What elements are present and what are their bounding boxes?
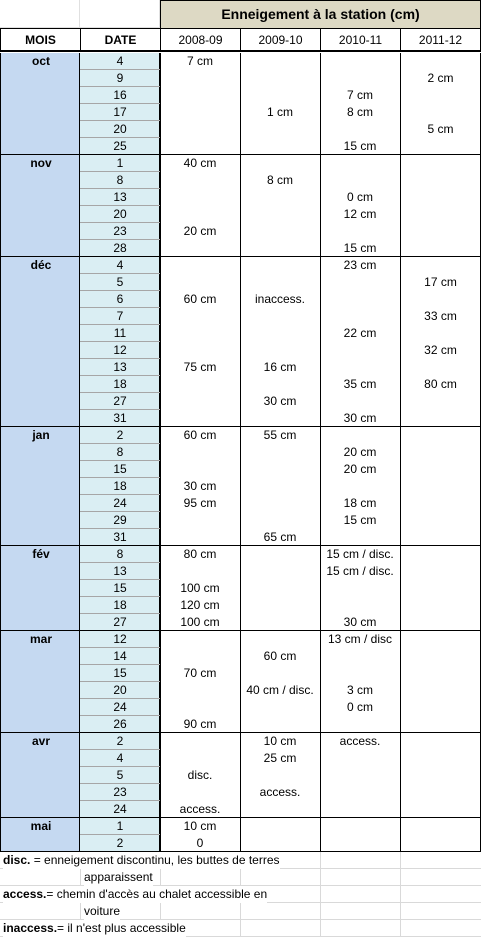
snow-value-cell[interactable] (240, 53, 320, 70)
snow-value-cell[interactable] (400, 155, 481, 172)
table-title[interactable]: Enneigement à la station (cm) (160, 0, 481, 28)
snow-value-cell[interactable] (400, 767, 481, 784)
snow-value-cell[interactable]: 7 cm (186, 54, 213, 68)
snow-value-cell[interactable] (160, 342, 240, 359)
snow-value-cell[interactable]: 90 cm (183, 717, 217, 731)
snow-value-cell[interactable] (320, 427, 400, 444)
header-year[interactable]: 2011-12 (400, 28, 481, 52)
snow-value-cell[interactable] (240, 614, 320, 631)
date-cell[interactable]: 8 (80, 172, 160, 189)
snow-value-cell[interactable] (400, 733, 481, 750)
snow-value-cell[interactable] (400, 359, 481, 376)
header-year[interactable]: 2008-09 (160, 28, 240, 52)
header-mois[interactable]: MOIS (0, 28, 80, 52)
month-label: oct (32, 54, 50, 68)
date-cell[interactable]: 4 (80, 750, 160, 767)
snow-value-cell[interactable] (320, 648, 400, 665)
snow-value-cell[interactable] (320, 70, 400, 87)
date-cell[interactable]: 12 (80, 631, 160, 648)
legend-text-continued: apparaissent (84, 870, 153, 884)
snow-value-cell[interactable] (400, 291, 481, 308)
snow-value-cell[interactable] (320, 172, 400, 189)
month-cell[interactable] (0, 53, 80, 155)
month-label: mar (29, 632, 52, 646)
date-cell[interactable]: 13 (80, 189, 160, 206)
date-cell[interactable]: 2 (80, 733, 160, 750)
snow-value-cell[interactable] (400, 631, 481, 648)
snow-value-cell[interactable] (320, 784, 400, 801)
snow-value-cell[interactable]: 15 cm / disc. (326, 564, 394, 578)
snow-value-cell[interactable] (160, 512, 240, 529)
snow-value-cell[interactable]: 17 cm (424, 275, 457, 289)
snow-value-cell[interactable]: 10 cm (183, 819, 217, 833)
date-cell[interactable]: 8 (80, 444, 160, 461)
snow-value-cell[interactable] (240, 495, 320, 512)
date-cell[interactable]: 20 (80, 121, 160, 138)
snow-value-cell[interactable] (400, 240, 481, 257)
snow-value-cell[interactable] (240, 376, 320, 393)
snow-value-cell[interactable] (400, 784, 481, 801)
snow-value-cell[interactable] (160, 376, 240, 393)
snow-value-cell[interactable] (240, 665, 320, 682)
snow-value-cell[interactable]: 40 cm (183, 156, 217, 170)
snow-value-cell[interactable] (400, 699, 481, 716)
snow-value-cell[interactable]: 12 cm (343, 207, 377, 221)
snow-value-cell[interactable]: 70 cm (183, 666, 217, 680)
snow-value-cell[interactable] (400, 138, 481, 155)
snow-value-cell[interactable] (240, 189, 320, 206)
snow-value-cell[interactable]: 10 cm (263, 734, 297, 748)
snow-value-cell[interactable]: 0 (196, 836, 204, 850)
date-column-group (80, 546, 160, 631)
snow-value-cell[interactable] (320, 308, 400, 325)
snow-value-cell[interactable] (240, 257, 320, 274)
snow-value-cell[interactable] (160, 682, 240, 699)
snow-value-cell[interactable] (160, 70, 240, 87)
snow-value-cell[interactable] (320, 393, 400, 410)
snow-value-cell[interactable]: 16 cm (263, 360, 297, 374)
snow-value-cell[interactable]: 75 cm (183, 360, 217, 374)
snow-value-cell[interactable] (160, 461, 240, 478)
snow-value-cell[interactable] (240, 699, 320, 716)
column-border-line (160, 53, 161, 852)
month-cell[interactable] (0, 155, 80, 257)
date-column-group (80, 733, 160, 818)
snow-value-cell[interactable]: 13 cm / disc (327, 632, 393, 646)
snow-value-cell[interactable]: 1 cm (266, 105, 293, 119)
legend-note[interactable] (3, 886, 267, 903)
snow-value-cell[interactable]: 65 cm (263, 530, 297, 544)
snow-value-cell[interactable] (400, 818, 481, 835)
snow-value-cell[interactable] (160, 104, 240, 121)
month-label: mai (30, 819, 52, 833)
column-border-line (400, 53, 401, 852)
legend-note[interactable] (84, 903, 120, 920)
snow-value-cell[interactable] (400, 563, 481, 580)
snow-value-cell[interactable]: 7 cm (346, 88, 373, 102)
snow-value-cell[interactable] (400, 461, 481, 478)
date-cell[interactable]: 1 (80, 155, 160, 172)
snow-value-cell[interactable] (320, 597, 400, 614)
snow-value-cell[interactable] (240, 138, 320, 155)
snow-value-cell[interactable] (320, 291, 400, 308)
snow-value-cell[interactable]: 15 cm (343, 513, 377, 527)
snow-value-cell[interactable] (160, 784, 240, 801)
snow-value-cell[interactable] (160, 206, 240, 223)
legend-note[interactable] (3, 920, 186, 937)
header-date[interactable]: DATE (80, 28, 160, 52)
date-column-group (80, 427, 160, 546)
snow-value-cell[interactable] (240, 223, 320, 240)
snow-value-cell[interactable]: 120 cm (180, 598, 220, 612)
snow-value-cell[interactable] (240, 835, 320, 852)
snow-value-cell[interactable] (320, 121, 400, 138)
snow-value-cell[interactable] (160, 563, 240, 580)
snow-value-cell[interactable] (400, 427, 481, 444)
snow-value-cell[interactable] (160, 631, 240, 648)
header-year[interactable]: 2010-11 (320, 28, 400, 52)
snow-value-cell[interactable]: 40 cm / disc. (246, 683, 314, 697)
snow-value-cell[interactable] (320, 53, 400, 70)
snow-value-cell[interactable] (400, 597, 481, 614)
snow-value-cell[interactable]: 0 cm (346, 190, 373, 204)
snow-value-cell[interactable]: 8 cm (266, 173, 293, 187)
legend-note[interactable] (3, 852, 280, 869)
legend-note[interactable] (84, 869, 153, 886)
month-label: fév (32, 547, 50, 561)
snow-value-cell[interactable] (240, 121, 320, 138)
snow-value-cell[interactable] (400, 512, 481, 529)
snow-value-cell[interactable] (320, 818, 400, 835)
snow-value-cell[interactable] (240, 444, 320, 461)
legend-key: access. (3, 887, 47, 901)
snow-value-cell[interactable]: 60 cm (183, 428, 217, 442)
month-cell[interactable] (0, 546, 80, 631)
snow-value-cell[interactable] (400, 393, 481, 410)
snow-value-cell[interactable] (400, 716, 481, 733)
snow-value-cell[interactable] (400, 580, 481, 597)
date-cell[interactable]: 27 (80, 614, 160, 631)
date-cell[interactable]: 31 (80, 529, 160, 546)
snow-value-cell[interactable] (160, 325, 240, 342)
snow-value-cell[interactable] (320, 801, 400, 818)
blank-corner-cell[interactable] (80, 0, 160, 28)
snow-value-cell[interactable]: 15 cm (343, 139, 377, 153)
date-cell[interactable]: 13 (80, 563, 160, 580)
snow-value-cell[interactable] (400, 189, 481, 206)
snow-value-cell[interactable] (240, 801, 320, 818)
snow-value-cell[interactable] (400, 223, 481, 240)
snow-value-cell[interactable] (320, 274, 400, 291)
snow-value-cell[interactable] (160, 240, 240, 257)
snow-value-cell[interactable] (240, 308, 320, 325)
snow-value-cell[interactable] (320, 155, 400, 172)
snow-value-cell[interactable]: 23 cm (343, 258, 377, 272)
month-label: avr (31, 734, 51, 748)
snow-value-cell[interactable] (400, 104, 481, 121)
date-cell[interactable]: 25 (80, 138, 160, 155)
snow-value-cell[interactable] (240, 512, 320, 529)
snow-value-cell[interactable] (320, 835, 400, 852)
snow-value-cell[interactable] (240, 342, 320, 359)
snow-value-cell[interactable]: 30 cm (183, 479, 217, 493)
snow-value-cell[interactable] (400, 529, 481, 546)
date-cell[interactable]: 18 (80, 478, 160, 495)
snow-value-cell[interactable] (320, 665, 400, 682)
date-cell[interactable]: 13 (80, 359, 160, 376)
snow-value-cell[interactable] (320, 580, 400, 597)
snow-value-cell[interactable] (400, 87, 481, 104)
month-cell[interactable] (0, 818, 80, 852)
snow-value-cell[interactable] (320, 767, 400, 784)
snow-value-cell[interactable] (240, 87, 320, 104)
date-cell[interactable]: 6 (80, 291, 160, 308)
date-cell[interactable]: 14 (80, 648, 160, 665)
snow-value-cell[interactable]: 60 cm (183, 292, 217, 306)
snow-value-cell[interactable] (160, 750, 240, 767)
date-column-group (80, 631, 160, 733)
snow-value-cell[interactable] (240, 631, 320, 648)
date-cell[interactable]: 1 (80, 818, 160, 835)
snow-value-cell[interactable] (240, 240, 320, 257)
date-cell[interactable]: 15 (80, 461, 160, 478)
snow-value-cell[interactable] (240, 325, 320, 342)
date-cell[interactable]: 18 (80, 597, 160, 614)
date-cell[interactable]: 8 (80, 546, 160, 563)
date-cell[interactable]: 5 (80, 767, 160, 784)
snow-value-cell[interactable] (400, 206, 481, 223)
date-column-group (80, 818, 160, 852)
snow-value-cell[interactable] (160, 410, 240, 427)
snow-value-cell[interactable] (160, 257, 240, 274)
snow-value-cell[interactable]: 20 cm (343, 445, 377, 459)
snow-value-cell[interactable]: 33 cm (424, 309, 457, 323)
snow-value-cell[interactable] (320, 750, 400, 767)
snow-value-cell[interactable]: 100 cm (180, 581, 220, 595)
snow-value-cell[interactable] (160, 121, 240, 138)
snow-value-cell[interactable] (240, 818, 320, 835)
snow-value-cell[interactable]: access. (259, 785, 301, 799)
blank-corner-cell[interactable] (0, 0, 80, 28)
month-cell[interactable] (0, 427, 80, 546)
snow-value-cell[interactable] (240, 546, 320, 563)
month-label: déc (30, 258, 52, 272)
snow-value-cell[interactable] (160, 393, 240, 410)
snow-value-cell[interactable]: 30 cm (343, 615, 377, 629)
date-cell[interactable]: 23 (80, 784, 160, 801)
snow-value-cell[interactable]: access. (179, 802, 221, 816)
snow-value-cell[interactable]: 32 cm (424, 343, 457, 357)
snow-value-cell[interactable] (240, 716, 320, 733)
date-cell[interactable]: 20 (80, 206, 160, 223)
date-cell[interactable]: 11 (80, 325, 160, 342)
snow-value-cell[interactable] (400, 444, 481, 461)
snow-value-cell[interactable]: 30 cm (343, 411, 377, 425)
date-cell[interactable]: 18 (80, 376, 160, 393)
date-cell[interactable]: 27 (80, 393, 160, 410)
snow-value-cell[interactable] (240, 410, 320, 427)
date-cell[interactable]: 26 (80, 716, 160, 733)
date-column-group (80, 155, 160, 257)
snow-value-cell[interactable] (400, 682, 481, 699)
date-cell[interactable]: 2 (80, 835, 160, 852)
date-cell[interactable]: 24 (80, 699, 160, 716)
date-cell[interactable]: 29 (80, 512, 160, 529)
month-label: nov (30, 156, 52, 170)
snow-value-cell[interactable] (400, 546, 481, 563)
snow-value-cell[interactable] (400, 325, 481, 342)
date-cell[interactable]: 12 (80, 342, 160, 359)
snow-value-cell[interactable]: 30 cm (263, 394, 297, 408)
month-cell[interactable] (0, 257, 80, 427)
snow-value-cell[interactable] (320, 359, 400, 376)
snow-value-cell[interactable] (160, 699, 240, 716)
sheet-gridline (400, 852, 401, 937)
snow-value-cell[interactable]: 18 cm (343, 496, 377, 510)
snow-value-cell[interactable]: 15 cm / disc. (326, 547, 394, 561)
snow-value-cell[interactable] (400, 172, 481, 189)
snow-value-cell[interactable]: 55 cm (263, 428, 297, 442)
snow-value-cell[interactable] (400, 835, 481, 852)
month-cell[interactable] (0, 733, 80, 818)
snow-value-cell[interactable] (240, 597, 320, 614)
snow-value-cell[interactable] (400, 648, 481, 665)
date-column-group (80, 53, 160, 155)
snow-value-cell[interactable]: 20 cm (183, 224, 217, 238)
snow-value-cell[interactable] (400, 665, 481, 682)
snow-value-cell[interactable] (240, 70, 320, 87)
snow-value-cell[interactable]: inaccess. (254, 292, 306, 306)
snow-value-cell[interactable] (400, 495, 481, 512)
snow-value-cell[interactable] (240, 563, 320, 580)
snow-value-cell[interactable]: 25 cm (263, 751, 297, 765)
snow-value-cell[interactable] (400, 53, 481, 70)
snow-value-cell[interactable] (160, 308, 240, 325)
snow-value-cell[interactable]: 0 cm (346, 700, 373, 714)
snow-value-cell[interactable] (160, 529, 240, 546)
date-cell[interactable]: 9 (80, 70, 160, 87)
date-column-group (80, 257, 160, 427)
date-cell[interactable]: 31 (80, 410, 160, 427)
snow-value-cell[interactable]: 80 cm (424, 377, 457, 391)
snow-value-cell[interactable]: 80 cm (183, 547, 217, 561)
date-cell[interactable]: 4 (80, 53, 160, 70)
legend-key: disc. (3, 853, 31, 867)
snow-value-cell[interactable]: 22 cm (343, 326, 377, 340)
snow-value-cell[interactable]: 2 cm (427, 71, 454, 85)
snow-value-cell[interactable]: 95 cm (183, 496, 217, 510)
month-cell[interactable] (0, 631, 80, 733)
snow-value-cell[interactable] (160, 87, 240, 104)
snow-value-cell[interactable] (160, 172, 240, 189)
snow-value-cell[interactable] (160, 733, 240, 750)
column-border-line (240, 53, 241, 852)
legend-key: inaccess. (3, 921, 58, 935)
date-cell[interactable]: 4 (80, 257, 160, 274)
date-cell[interactable]: 7 (80, 308, 160, 325)
snow-value-cell[interactable]: 15 cm (343, 241, 377, 255)
snow-value-cell[interactable] (320, 223, 400, 240)
snow-value-cell[interactable] (160, 444, 240, 461)
snow-value-cell[interactable] (240, 155, 320, 172)
snow-value-cell[interactable] (240, 461, 320, 478)
snow-value-cell[interactable]: 8 cm (346, 105, 373, 119)
snow-value-cell[interactable] (400, 801, 481, 818)
date-cell[interactable]: 20 (80, 682, 160, 699)
snow-value-cell[interactable] (160, 189, 240, 206)
snow-value-cell[interactable] (240, 274, 320, 291)
snow-value-cell[interactable] (160, 648, 240, 665)
snow-value-cell[interactable]: 100 cm (180, 615, 220, 629)
legend-text: = enneigement discontinu, les buttes de terres (30, 853, 280, 867)
snow-value-cell[interactable]: 5 cm (427, 122, 454, 136)
snow-value-cell[interactable]: disc. (187, 768, 213, 782)
snow-value-cell[interactable]: 35 cm (343, 377, 377, 391)
snow-value-cell[interactable] (320, 716, 400, 733)
snow-value-cell[interactable]: 60 cm (263, 649, 297, 663)
snow-value-cell[interactable] (400, 410, 481, 427)
snow-value-cell[interactable] (240, 478, 320, 495)
date-cell[interactable]: 28 (80, 240, 160, 257)
date-cell[interactable]: 24 (80, 801, 160, 818)
date-cell[interactable]: 17 (80, 104, 160, 121)
header-year[interactable]: 2009-10 (240, 28, 320, 52)
snow-value-cell[interactable] (240, 206, 320, 223)
legend-text-continued: voiture (84, 904, 121, 918)
date-cell[interactable]: 15 (80, 665, 160, 682)
date-cell[interactable]: 2 (80, 427, 160, 444)
snow-value-cell[interactable] (240, 580, 320, 597)
legend-text: = chemin d'accès au chalet accessible en (46, 887, 268, 901)
snow-value-cell[interactable] (320, 342, 400, 359)
sheet-gridline (320, 852, 321, 937)
snow-value-cell[interactable] (400, 257, 481, 274)
date-cell[interactable]: 24 (80, 495, 160, 512)
snow-value-cell[interactable] (400, 750, 481, 767)
snow-value-cell[interactable]: access. (339, 734, 381, 748)
date-cell[interactable]: 16 (80, 87, 160, 104)
snow-value-cell[interactable] (400, 478, 481, 495)
column-border-line (320, 53, 321, 852)
snow-value-cell[interactable]: 20 cm (343, 462, 377, 476)
date-cell[interactable]: 15 (80, 580, 160, 597)
snow-value-cell[interactable] (320, 478, 400, 495)
snow-value-cell[interactable] (160, 274, 240, 291)
snow-value-cell[interactable]: 3 cm (346, 683, 373, 697)
snow-value-cell[interactable] (240, 767, 320, 784)
month-label: jan (32, 428, 50, 442)
date-cell[interactable]: 23 (80, 223, 160, 240)
date-cell[interactable]: 5 (80, 274, 160, 291)
snow-value-cell[interactable] (160, 138, 240, 155)
legend-text: = il n'est plus accessible (57, 921, 186, 935)
snow-value-cell[interactable] (400, 614, 481, 631)
snow-value-cell[interactable] (320, 529, 400, 546)
